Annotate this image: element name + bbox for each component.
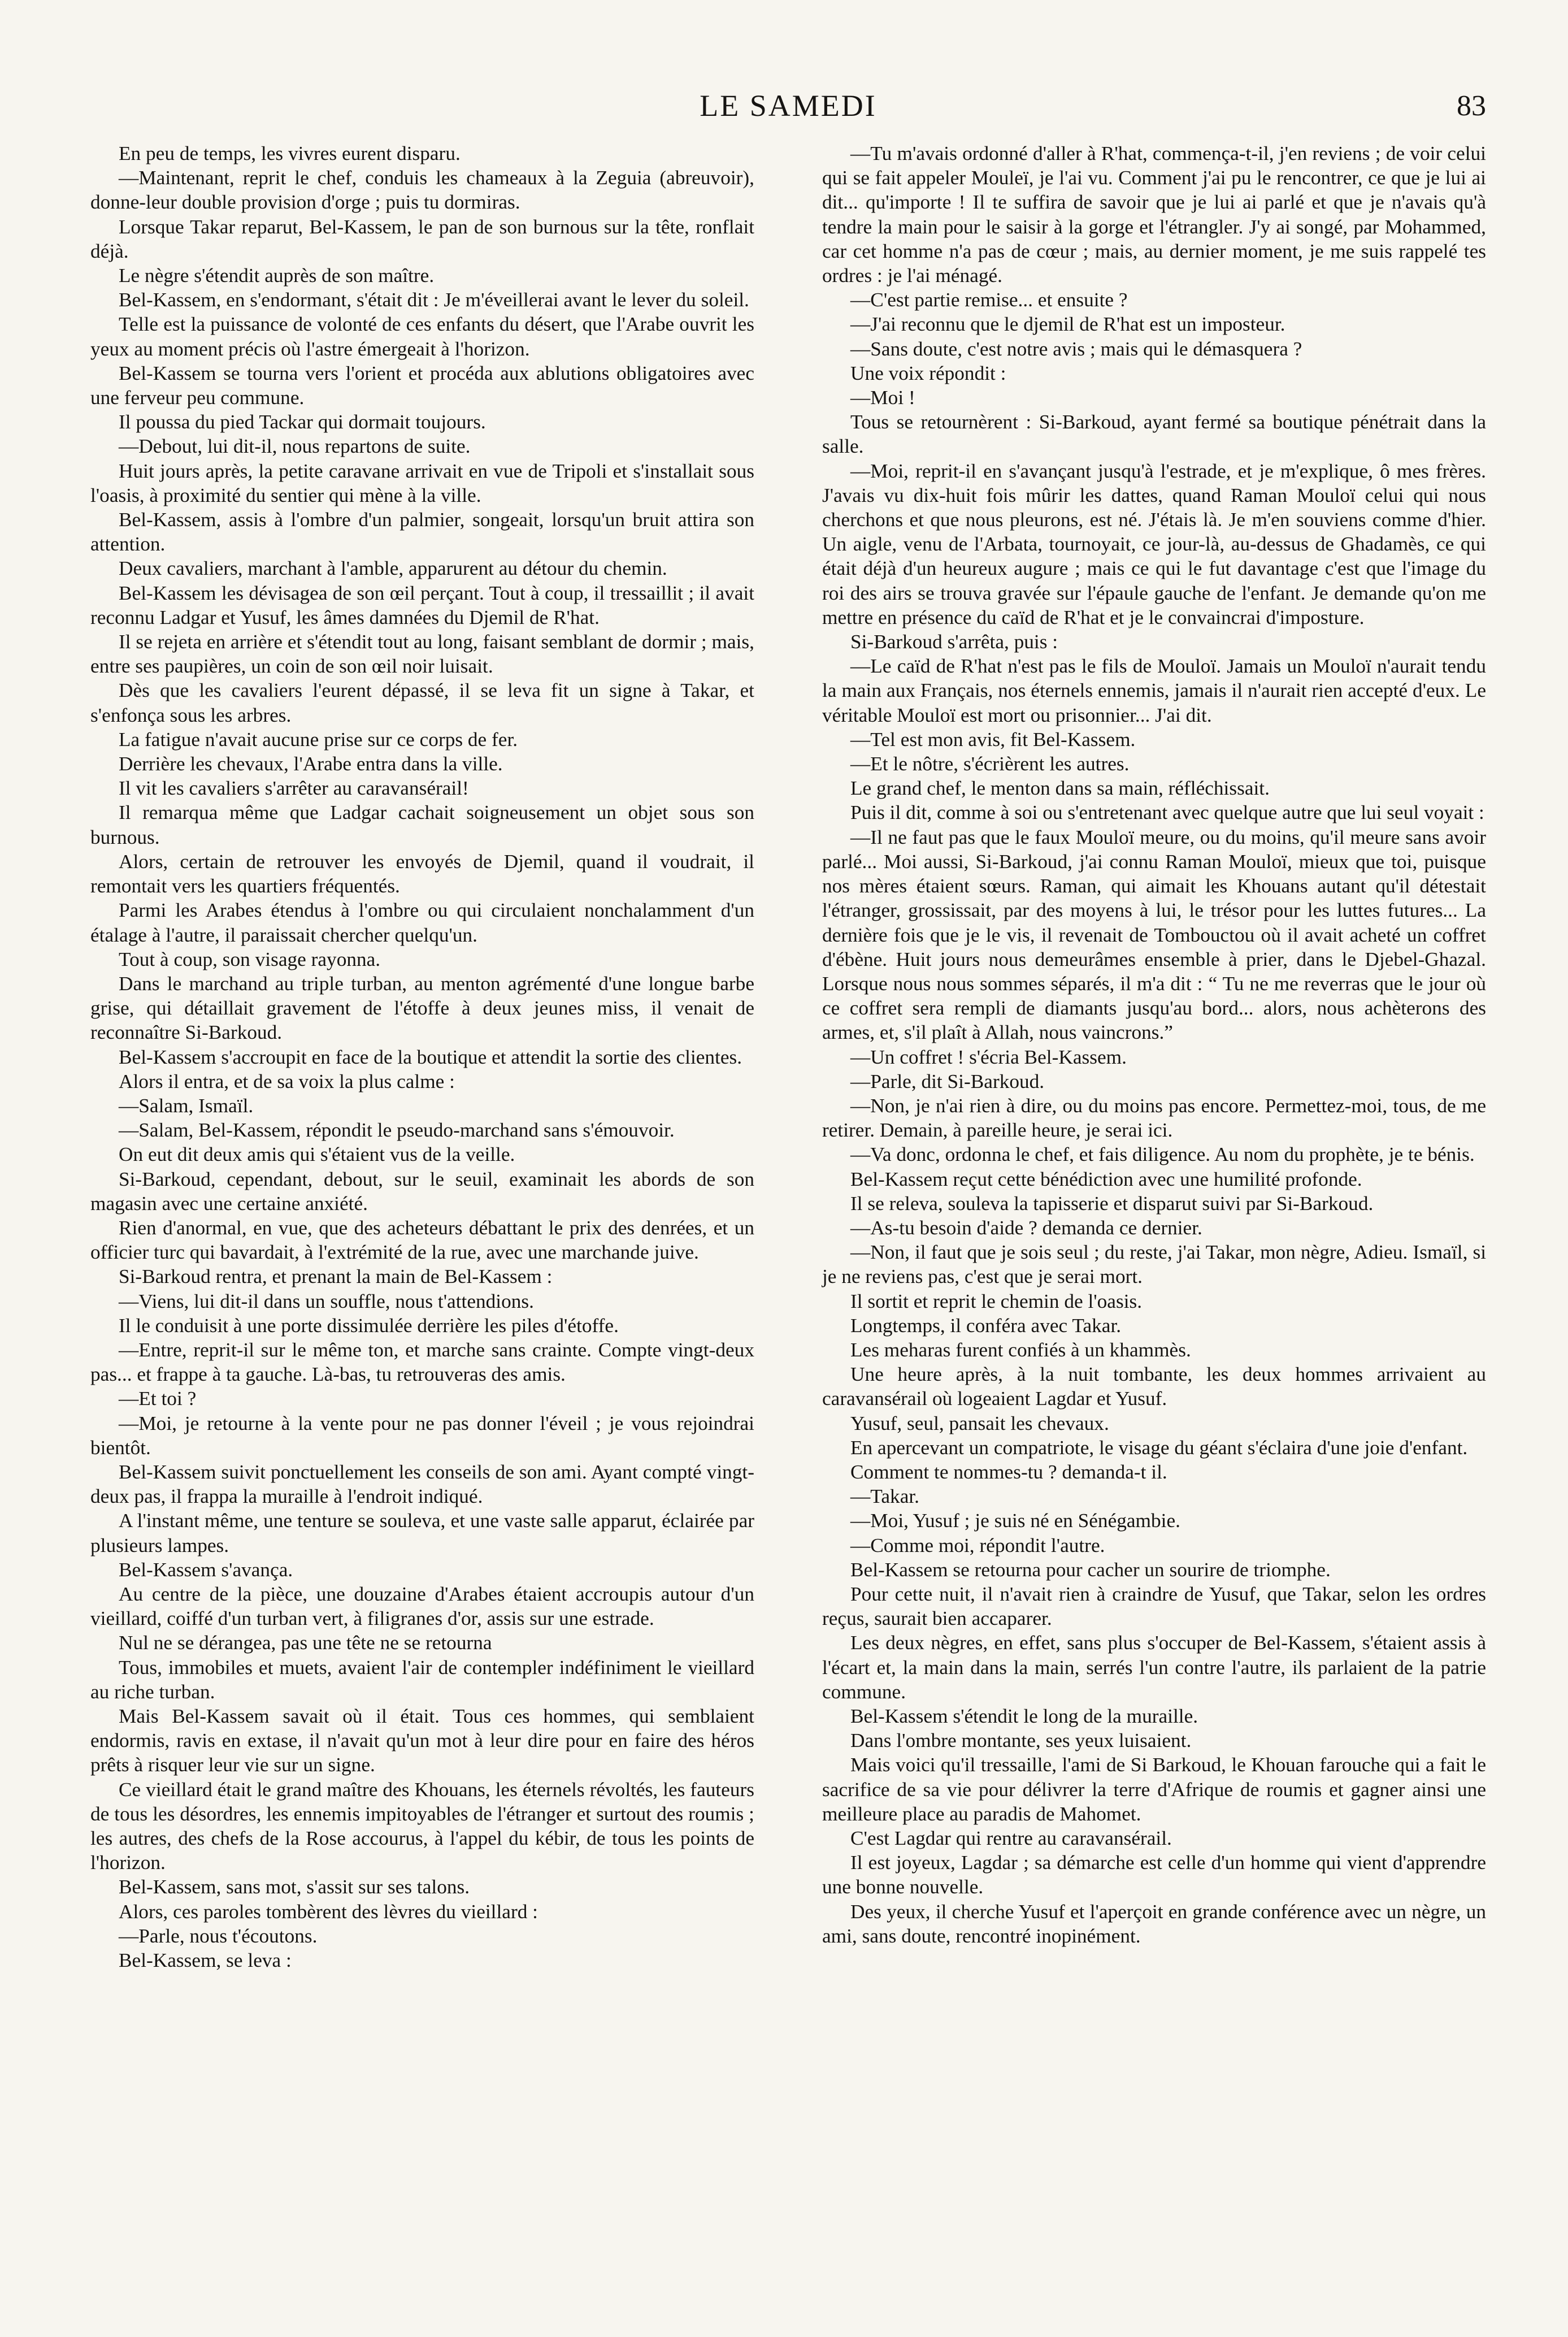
paragraph: —Tu m'avais ordonné d'aller à R'hat, commença-t-il, j'en reviens ; de voir celui qui se fait appeler Mouleï, je l'ai vu. Comment j'ai pu le rencontrer, ce que je lui ai dit... qu'importe ! Il te suffira de savoir que je lui ai parlé et que je n'avais qu'à tendre la main pour le saisir à la gorge et l'étrangler. J'y ai songé, par Mohammed, car cet homme n'a pas de cœur ; mais, au dernier moment, je me suis rappelé tes ordres : je l'ai ménagé. [822, 142, 1486, 287]
paragraph: Bel-Kassem se retourna pour cacher un sourire de triomphe. [850, 1558, 1331, 1581]
paragraph: —As-tu besoin d'aide ? demanda ce dernier. [850, 1216, 1202, 1239]
paragraph: —Va donc, ordonna le chef, et fais diligence. Au nom du prophète, je te bénis. [850, 1143, 1475, 1166]
paragraph: Il se rejeta en arrière et s'étendit tout au long, faisant semblant de dormir ; mais, entre ses paupières, un coin de son œil noir luisait. [90, 631, 754, 678]
text-columns [90, 141, 1486, 2306]
paragraph: Longtemps, il conféra avec Takar. [850, 1314, 1122, 1337]
right-column [822, 141, 1486, 2306]
paragraph: Bel-Kassem reçut cette bénédiction avec une humilité profonde. [850, 1168, 1362, 1190]
paragraph: —Debout, lui dit-il, nous repartons de suite. [119, 435, 471, 458]
paragraph: On eut dit deux amis qui s'étaient vus de la veille. [119, 1143, 515, 1166]
paragraph: Bel-Kassem s'avança. [119, 1558, 293, 1581]
paragraph: Tous se retournèrent : Si-Barkoud, ayant fermé sa boutique pénétrait dans la salle. [822, 411, 1486, 458]
paragraph: —Takar. [850, 1485, 920, 1508]
paragraph: Une voix répondit : [850, 362, 1006, 384]
paragraph: —C'est partie remise... et ensuite ? [850, 289, 1128, 311]
paragraph: Puis il dit, comme à soi ou s'entretenant avec quelque autre que lui seul voyait : [850, 801, 1484, 824]
paragraph: Pour cette nuit, il n'avait rien à craindre de Yusuf, que Takar, selon les ordres reçus, saurait bien accaparer. [822, 1582, 1486, 1630]
paragraph: Huit jours après, la petite caravane arrivait en vue de Tripoli et s'installait sous l'oasis, à proximité du sentier qui mène à la ville. [90, 459, 754, 506]
paragraph: Bel-Kassem se tourna vers l'orient et procéda aux ablutions obligatoires avec une ferveur peu commune. [90, 362, 754, 409]
paragraph: Les deux nègres, en effet, sans plus s'occuper de Bel-Kassem, s'étaient assis à l'écart et, la main dans la main, serrés l'un contre l'autre, ils parlaient de la patrie commune. [822, 1632, 1486, 1703]
paragraph: Dès que les cavaliers l'eurent dépassé, il se leva fit un signe à Takar, et s'enfonça sous les arbres. [90, 679, 754, 726]
paragraph: —Maintenant, reprit le chef, conduis les chameaux à la Zeguia (abreuvoir), donne-leur double provision d'orge ; puis tu dormiras. [90, 167, 754, 214]
paragraph: Si-Barkoud rentra, et prenant la main de Bel-Kassem : [119, 1265, 553, 1288]
paragraph: A l'instant même, une tenture se souleva, et une vaste salle apparut, éclairée par plusieurs lampes. [90, 1510, 754, 1556]
paragraph: Il est joyeux, Lagdar ; sa démarche est celle d'un homme qui vient d'apprendre une bonne nouvelle. [822, 1852, 1486, 1898]
paragraph: —Moi, je retourne à la vente pour ne pas donner l'éveil ; je vous rejoindrai bientôt. [90, 1412, 754, 1459]
paragraph: —Non, je n'ai rien à dire, ou du moins pas encore. Permettez-moi, tous, de me retirer. Demain, à pareille heure, je serai ici. [822, 1094, 1486, 1142]
page-header [90, 68, 1486, 124]
paragraph: —Salam, Ismaïl. [119, 1094, 254, 1117]
paragraph: Il le conduisit à une porte dissimulée derrière les piles d'étoffe. [119, 1314, 619, 1337]
paragraph: Dans le marchand au triple turban, au menton agrémenté d'une longue barbe grise, qui détaillait gravement de l'étoffe à deux jeunes miss, il venait de reconnaître Si-Barkoud. [90, 972, 754, 1044]
paragraph: Si-Barkoud s'arrêta, puis : [850, 631, 1058, 653]
paragraph: Le grand chef, le menton dans sa main, réfléchissait. [850, 777, 1270, 800]
paragraph: Bel-Kassem les dévisagea de son œil perçant. Tout à coup, il tressaillit ; il avait reconnu Ladgar et Yusuf, les âmes damnées du Djemil de R'hat. [90, 582, 754, 628]
paragraph: Au centre de la pièce, une douzaine d'Arabes étaient accroupis autour d'un vieillard, coiffé d'un turban vert, à filigranes d'or, assis sur une estrade. [90, 1582, 754, 1630]
paragraph: Il sortit et reprit le chemin de l'oasis. [850, 1290, 1143, 1312]
paragraph: —Salam, Bel-Kassem, répondit le pseudo-marchand sans s'émouvoir. [119, 1119, 675, 1142]
paragraph: Ce vieillard était le grand maître des Khouans, les éternels révoltés, les fauteurs de tous les désordres, les ennemis impitoyables de l'étranger et surtout des roumis ; les autres, des chefs de la Rose accourus, à l'appel du kébir, de tous les points de l'horizon. [90, 1778, 754, 1874]
paragraph: En apercevant un compatriote, le visage du géant s'éclaira d'une joie d'enfant. [850, 1436, 1468, 1459]
paragraph: Dans l'ombre montante, ses yeux luisaient. [850, 1729, 1192, 1752]
page-number: 83 [1457, 90, 1486, 122]
paragraph: Tous, immobiles et muets, avaient l'air de contempler indéfiniment le vieillard au riche turban. [90, 1656, 754, 1703]
paragraph: Il se releva, souleva la tapisserie et disparut suivi par Si-Barkoud. [850, 1192, 1374, 1215]
paragraph: Yusuf, seul, pansait les chevaux. [850, 1412, 1109, 1434]
paragraph: Les meharas furent confiés à un khammès. [850, 1338, 1191, 1361]
paragraph: Comment te nommes-tu ? demanda-t il. [850, 1460, 1167, 1483]
paragraph: Le nègre s'étendit auprès de son maître. [119, 265, 435, 287]
newspaper-page [90, 68, 1486, 2306]
paragraph: —Un coffret ! s'écria Bel-Kassem. [850, 1046, 1127, 1068]
paragraph: Tout à coup, son visage rayonna. [119, 948, 381, 970]
paragraph: La fatigue n'avait aucune prise sur ce corps de fer. [119, 728, 518, 751]
paragraph: Alors, ces paroles tombèrent des lèvres du vieillard : [119, 1900, 538, 1923]
paragraph: —Moi, Yusuf ; je suis né en Sénégambie. [850, 1510, 1180, 1532]
paragraph: —Non, il faut que je sois seul ; du reste, j'ai Takar, mon nègre, Adieu. Ismaïl, si je ne reviens pas, c'est que je serai mort. [822, 1241, 1486, 1288]
paragraph: Telle est la puissance de volonté de ces enfants du désert, que l'Arabe ouvrit les yeux au moment précis où l'astre émergeait à l'horizon. [90, 313, 754, 360]
paragraph: —Sans doute, c'est notre avis ; mais qui le démasquera ? [850, 337, 1302, 360]
paragraph: Nul ne se dérangea, pas une tête ne se retourna [119, 1632, 492, 1654]
paragraph: Rien d'anormal, en vue, que des acheteurs débattant le prix des denrées, et un officier turc qui bavardait, à l'extrémité de la rue, avec une marchande juive. [90, 1216, 754, 1264]
paragraph: C'est Lagdar qui rentre au caravansérail. [850, 1827, 1172, 1850]
paragraph: Bel-Kassem, sans mot, s'assit sur ses talons. [119, 1876, 470, 1898]
paragraph: En peu de temps, les vivres eurent disparu. [119, 142, 461, 164]
paragraph: —Comme moi, répondit l'autre. [850, 1534, 1105, 1556]
paragraph: Des yeux, il cherche Yusuf et l'aperçoit en grande conférence avec un nègre, un ami, sans doute, rencontré inopinément. [822, 1900, 1486, 1947]
paragraph: —Parle, nous t'écoutons. [119, 1924, 318, 1947]
paragraph: Bel-Kassem s'accroupit en face de la boutique et attendit la sortie des clientes. [119, 1046, 742, 1068]
paragraph: —J'ai reconnu que le djemil de R'hat est un imposteur. [850, 313, 1285, 336]
paragraph: Bel-Kassem, en s'endormant, s'était dit : Je m'éveillerai avant le lever du soleil. [119, 289, 749, 311]
paragraph: Si-Barkoud, cependant, debout, sur le seuil, examinait les abords de son magasin avec une certaine anxiété. [90, 1168, 754, 1215]
paragraph: —Et toi ? [119, 1388, 197, 1410]
paragraph: —Le caïd de R'hat n'est pas le fils de Mouloï. Jamais un Mouloï n'aurait tendu la main aux Français, nos éternels ennemis, jamais il n'aurait rien accepté d'eux. Le véritable Mouloï est mort ou prisonnier... J'ai dit. [822, 655, 1486, 726]
paragraph: Alors il entra, et de sa voix la plus calme : [119, 1070, 455, 1092]
paragraph: —Viens, lui dit-il dans un souffle, nous t'attendions. [119, 1290, 534, 1312]
paragraph: Mais Bel-Kassem savait où il était. Tous ces hommes, qui semblaient endormis, ravis en extase, il n'avait qu'un mot à leur dire pour en faire des héros prêts à risquer leur vie sur un signe. [90, 1705, 754, 1776]
paragraph: Bel-Kassem, assis à l'ombre d'un palmier, songeait, lorsqu'un bruit attira son attention. [90, 509, 754, 556]
paragraph: —Il ne faut pas que le faux Mouloï meure, ou du moins, qu'il meure sans avoir parlé... Moi aussi, Si-Barkoud, j'ai connu Raman Mouloï, mieux que toi, puisque nos mères étaient sœurs. Raman, qui aimait les Khouans autant qu'il détestait l'étranger, grossissait, par des moyens à lui, le trésor pour les luttes futures... La dernière fois que je le vis, il revenait de Tombouctou où il avait acheté un coffret d'ébène. Huit jours nous demeurâmes ensemble à prier, dans le Djebel-Ghazal. Lorsque nous nous sommes séparés, il m'a dit : “ Tu ne me reverras que le jour où ce coffret sera rempli de diamants jusqu'au bord... alors, nous achèterons des armes, et, s'il plaît à Allah, nous vaincrons.” [822, 826, 1486, 1044]
paragraph: Deux cavaliers, marchant à l'amble, apparurent au détour du chemin. [119, 557, 667, 580]
left-column [90, 141, 754, 2306]
paragraph: Mais voici qu'il tressaille, l'ami de Si Barkoud, le Khouan farouche qui a fait le sacrifice de sa vie pour délivrer la terre d'Afrique de roumis et gagner ainsi une meilleure place au paradis de Mahomet. [822, 1754, 1486, 1825]
publication-title: LE SAMEDI [700, 89, 877, 123]
paragraph: —Parle, dit Si-Barkoud. [850, 1070, 1045, 1092]
paragraph: —Entre, reprit-il sur le même ton, et marche sans crainte. Compte vingt-deux pas... et frappe à ta gauche. Là-bas, tu retrouveras des amis. [90, 1338, 754, 1386]
paragraph: Une heure après, à la nuit tombante, les deux hommes arrivaient au caravansérail où logeaient Lagdar et Yusuf. [822, 1363, 1486, 1410]
paragraph: Il remarqua même que Ladgar cachait soigneusement un objet sous son burnous. [90, 801, 754, 848]
paragraph: Il poussa du pied Tackar qui dormait toujours. [119, 411, 486, 433]
paragraph: Lorsque Takar reparut, Bel-Kassem, le pan de son burnous sur la tête, ronflait déjà. [90, 215, 754, 262]
paragraph: —Moi ! [850, 387, 915, 409]
paragraph: Bel-Kassem suivit ponctuellement les conseils de son ami. Ayant compté vingt-deux pas, il frappa la muraille à l'endroit indiqué. [90, 1460, 754, 1508]
paragraph: Il vit les cavaliers s'arrêter au caravansérail! [119, 777, 469, 800]
paragraph: —Et le nôtre, s'écrièrent les autres. [850, 753, 1130, 775]
paragraph: Alors, certain de retrouver les envoyés de Djemil, quand il voudrait, il remontait vers les quartiers fréquentés. [90, 850, 754, 897]
paragraph: Bel-Kassem, se leva : [119, 1949, 292, 1972]
paragraph: —Moi, reprit-il en s'avançant jusqu'à l'estrade, et je m'explique, ô mes frères. J'avais vu dix-huit fois mûrir les dattes, quand Raman Mouloï celui qui nous cherchons et que nous pleurons, est né. J'étais là. Je m'en souviens comme d'hier. Un aigle, venu de l'Arbata, tournoyait, ce jour-là, au-dessus de Ghadamès, ce qui était déjà d'un heureux augure ; mais ce qui le fut davantage c'est que l'image du roi des airs se trouva gravée sur l'épaule gauche de l'enfant. Je demande qu'on me mettre en présence du caïd de R'hat et je le convaincrai d'imposture. [822, 459, 1486, 628]
paragraph: Bel-Kassem s'étendit le long de la muraille. [850, 1705, 1198, 1727]
paragraph: —Tel est mon avis, fit Bel-Kassem. [850, 728, 1136, 751]
paragraph: Derrière les chevaux, l'Arabe entra dans la ville. [119, 753, 503, 775]
paragraph: Parmi les Arabes étendus à l'ombre ou qui circulaient nonchalamment d'un étalage à l'autre, il paraissait chercher quelqu'un. [90, 899, 754, 946]
